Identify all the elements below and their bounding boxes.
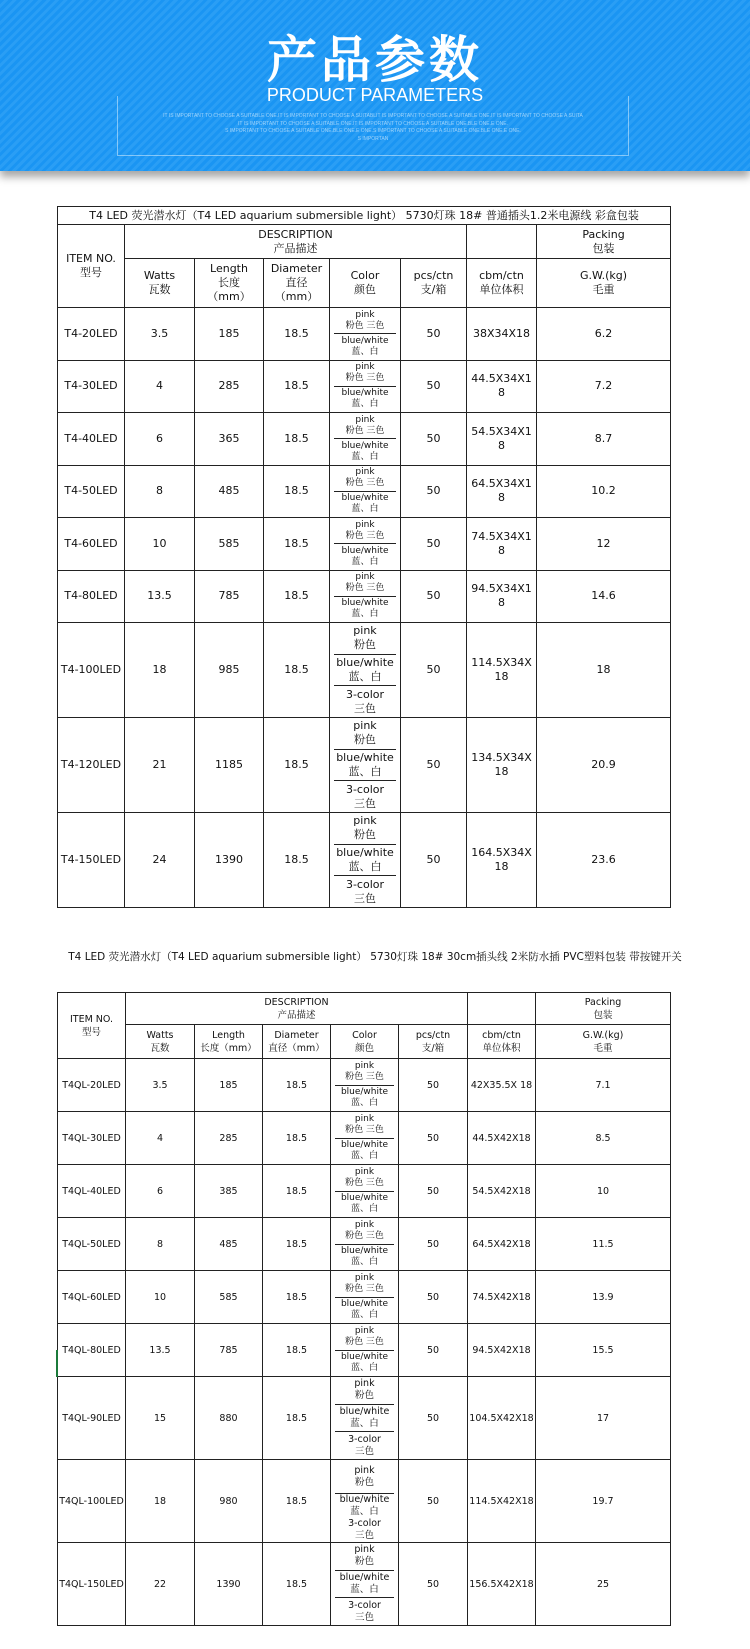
cell-gw: 7.2	[537, 360, 671, 413]
color-option: pink 粉色 三色	[335, 1112, 394, 1139]
page-title: 产品参数	[267, 31, 483, 89]
header-item-no: ITEM NO. 型号	[58, 993, 126, 1059]
color-option: blue/white 蓝、白	[341, 388, 389, 410]
color-option: pink 粉色 三色	[334, 571, 396, 597]
color-option: pink 粉色 三色	[335, 1271, 394, 1298]
color-option: pink 粉色 三色	[335, 1059, 394, 1086]
header-diameter: Diameter 直径 （mm）	[264, 259, 330, 308]
cell-diameter: 18.5	[263, 1543, 331, 1626]
header-color: Color 颜色	[330, 259, 401, 308]
color-option: blue/white 蓝、白	[341, 440, 389, 462]
cell-pcs: 50	[399, 1165, 468, 1218]
cell-cbm: 44.5X42X18	[468, 1112, 536, 1165]
cell-gw: 19.7	[536, 1460, 671, 1543]
cell-cbm: 64.5X42X18	[468, 1218, 536, 1271]
color-option: blue/white 蓝、白	[341, 598, 389, 620]
table-row	[58, 1165, 671, 1218]
cell-pcs: 50	[399, 1059, 468, 1112]
cell-cbm: 114.5X42X18	[468, 1460, 536, 1543]
fine-line: IT IS IMPORTANT TO CHOOSE A SUITABLE ONE.IT IS IMPORTANT TO CHOOSE A SUITABLE ONE.BLE ONE.E ONE.	[238, 120, 508, 127]
cell-length: 585	[195, 518, 264, 571]
cell-length: 880	[195, 1377, 263, 1460]
header-watts: Watts 瓦数	[125, 259, 195, 308]
header-row	[58, 259, 671, 308]
cell-watts: 24	[125, 813, 195, 908]
cell-gw: 20.9	[537, 718, 671, 813]
cell-pcs: 50	[399, 1112, 468, 1165]
color-option: blue/white 蓝、白 3-color 三色	[339, 1494, 390, 1541]
color-option: 3-color 三色	[348, 1599, 381, 1623]
cell-watts: 6	[126, 1165, 195, 1218]
cell-gw: 13.9	[536, 1271, 671, 1324]
color-options	[335, 1112, 394, 1164]
cell-diameter: 18.5	[264, 813, 330, 908]
cell-item: T4QL-100LED	[58, 1460, 126, 1543]
cell-item: T4QL-20LED	[58, 1059, 126, 1112]
color-option: 3-color 三色	[345, 782, 385, 810]
color-option: pink 粉色 三色	[335, 1218, 394, 1245]
cell-watts: 8	[125, 465, 195, 518]
cell-cbm: 94.5X42X18	[468, 1324, 536, 1377]
color-option: blue/white 蓝、白	[335, 1571, 394, 1599]
header-cbm: cbm/ctn 单位体积	[467, 259, 537, 308]
color-option: 3-color 三色	[345, 687, 385, 715]
header-pcs: pcs/ctn 支/箱	[399, 1025, 468, 1059]
cell-length: 285	[195, 1112, 263, 1165]
color-option: blue/white 蓝、白	[334, 750, 396, 782]
header-blank	[467, 225, 537, 259]
table-row	[58, 1059, 671, 1112]
color-option: pink 粉色	[335, 1543, 394, 1571]
cell-pcs: 50	[401, 518, 467, 571]
cell-watts: 21	[125, 718, 195, 813]
cell-watts: 8	[126, 1218, 195, 1271]
header-diameter: Diameter 直径（mm）	[263, 1025, 331, 1059]
color-option: pink 粉色 三色	[334, 413, 396, 439]
header-row	[58, 1025, 671, 1059]
cell-item: T4-150LED	[58, 813, 125, 908]
cell-diameter: 18.5	[264, 623, 330, 718]
spec-table-t4	[57, 206, 671, 908]
cell-gw: 11.5	[536, 1218, 671, 1271]
header-packing: Packing 包装	[536, 993, 671, 1025]
color-options	[334, 718, 396, 812]
cell-pcs: 50	[399, 1324, 468, 1377]
color-options	[334, 571, 396, 623]
header-length: Length 长度（mm）	[195, 1025, 263, 1059]
cell-gw: 12	[537, 518, 671, 571]
table2-title: T4 LED 荧光潜水灯（T4 LED aquarium submersible light） 5730灯珠 18# 30cm插头线 2米防水插 PVC塑料包装 带按键开关	[68, 951, 682, 963]
color-options	[335, 1377, 394, 1459]
cell-diameter: 18.5	[263, 1165, 331, 1218]
cell-cbm: 134.5X34X 18	[467, 718, 537, 813]
cell-gw: 17	[536, 1377, 671, 1460]
cell-color	[330, 718, 401, 813]
cell-length: 285	[195, 360, 264, 413]
table-row	[58, 1377, 671, 1460]
table-row	[58, 360, 671, 413]
table-row	[58, 813, 671, 908]
cell-pcs: 50	[401, 308, 467, 361]
cell-diameter: 18.5	[263, 1324, 331, 1377]
cell-length: 785	[195, 570, 264, 623]
header-description: DESCRIPTION 产品描述	[126, 993, 468, 1025]
cell-cbm: 164.5X34X 18	[467, 813, 537, 908]
cell-diameter: 18.5	[263, 1218, 331, 1271]
color-option: blue/white 蓝、白	[340, 1193, 389, 1215]
table-row	[58, 465, 671, 518]
cell-item: T4QL-40LED	[58, 1165, 126, 1218]
cell-diameter: 18.5	[263, 1059, 331, 1112]
color-options	[334, 308, 396, 360]
table-row	[58, 1324, 671, 1377]
color-options	[335, 1271, 394, 1323]
header-color: Color 颜色	[331, 1025, 399, 1059]
cell-watts: 18	[125, 623, 195, 718]
header-banner	[0, 0, 750, 171]
cell-color	[330, 813, 401, 908]
color-option: blue/white 蓝、白	[334, 845, 396, 877]
cell-pcs: 50	[401, 413, 467, 466]
color-option: pink 粉色 三色	[335, 1165, 394, 1192]
cell-color	[331, 1543, 399, 1626]
table-row	[58, 1460, 671, 1543]
cell-color	[331, 1460, 399, 1543]
cell-item: T4-20LED	[58, 308, 125, 361]
header-gw: G.W.(kg) 毛重	[537, 259, 671, 308]
cell-pcs: 50	[399, 1460, 468, 1543]
cell-length: 485	[195, 465, 264, 518]
color-options	[334, 623, 396, 717]
color-option: pink 粉色	[334, 623, 396, 655]
cell-gw: 10	[536, 1165, 671, 1218]
cell-color	[331, 1377, 399, 1460]
color-options	[334, 413, 396, 465]
cell-item: T4-50LED	[58, 465, 125, 518]
color-option: blue/white 蓝、白	[340, 1299, 389, 1321]
header-watts: Watts 瓦数	[126, 1025, 195, 1059]
color-option: blue/white 蓝、白	[341, 493, 389, 515]
cell-color	[330, 413, 401, 466]
cell-item: T4-60LED	[58, 518, 125, 571]
cell-color	[330, 570, 401, 623]
cell-gw: 6.2	[537, 308, 671, 361]
cell-length: 785	[195, 1324, 263, 1377]
cell-diameter: 18.5	[264, 718, 330, 813]
header-gw: G.W.(kg) 毛重	[536, 1025, 671, 1059]
color-option: blue/white 蓝、白	[335, 1405, 394, 1433]
color-option: pink 粉色	[335, 1460, 394, 1494]
cell-color	[330, 518, 401, 571]
cell-cbm: 42X35.5X 18	[468, 1059, 536, 1112]
cell-pcs: 50	[399, 1271, 468, 1324]
header-pcs: pcs/ctn 支/箱	[401, 259, 467, 308]
cell-length: 1185	[195, 718, 264, 813]
table-row	[58, 308, 671, 361]
banner-fine-print	[117, 113, 629, 143]
cell-diameter: 18.5	[264, 308, 330, 361]
header-blank	[468, 993, 536, 1025]
cell-gw: 8.5	[536, 1112, 671, 1165]
cell-diameter: 18.5	[264, 570, 330, 623]
color-option: pink 粉色 三色	[334, 308, 396, 334]
cell-watts: 13.5	[126, 1324, 195, 1377]
cell-cbm: 156.5X42X18	[468, 1543, 536, 1626]
cell-cbm: 54.5X34X1 8	[467, 413, 537, 466]
cell-gw: 10.2	[537, 465, 671, 518]
cell-color	[330, 360, 401, 413]
cell-gw: 25	[536, 1543, 671, 1626]
fine-line: IT IS IMPORTANT TO CHOOSE A SUITABLE ONE.IT IS IMPORTANT TO CHOOSE A SUITABLIT IS IMPORTANT TO CHOOSE A SUITABLE ONE.IT IS IMPORTANT TO CHOOSE A SUITA	[163, 113, 583, 119]
cell-diameter: 18.5	[263, 1112, 331, 1165]
header-item-no: ITEM NO. 型号	[58, 225, 125, 308]
color-option: 3-color 三色	[348, 1433, 381, 1457]
cell-color	[331, 1271, 399, 1324]
cell-item: T4-120LED	[58, 718, 125, 813]
cell-item: T4QL-150LED	[58, 1543, 126, 1626]
cell-color	[331, 1218, 399, 1271]
cell-cbm: 74.5X34X1 8	[467, 518, 537, 571]
cell-item: T4QL-60LED	[58, 1271, 126, 1324]
color-options	[334, 518, 396, 570]
cell-diameter: 18.5	[263, 1377, 331, 1460]
color-options	[335, 1059, 394, 1111]
cell-length: 985	[195, 623, 264, 718]
color-option: pink 粉色 三色	[335, 1324, 394, 1351]
color-options	[334, 361, 396, 413]
color-options	[335, 1324, 394, 1376]
cell-pcs: 50	[401, 623, 467, 718]
cell-item: T4QL-50LED	[58, 1218, 126, 1271]
header-description: DESCRIPTION 产品描述	[125, 225, 467, 259]
color-option: blue/white 蓝、白	[341, 545, 389, 567]
table-row	[58, 1543, 671, 1626]
color-options	[335, 1165, 394, 1217]
cell-pcs: 50	[401, 718, 467, 813]
fine-line: S IMPORTANT TO CHOOSE A SUITABLE ONE.BLE ONE.E ONE.S IMPORTANT TO CHOOSE A SUITABLE ONE.BLE ONE.E ONE.	[225, 128, 521, 134]
table-row	[58, 1218, 671, 1271]
header-row	[58, 225, 671, 259]
cell-color	[330, 623, 401, 718]
cell-cbm: 54.5X42X18	[468, 1165, 536, 1218]
cell-color	[330, 465, 401, 518]
header-row	[58, 993, 671, 1025]
cell-gw: 18	[537, 623, 671, 718]
cell-watts: 6	[125, 413, 195, 466]
cell-item: T4QL-80LED	[58, 1324, 126, 1377]
cell-item: T4-30LED	[58, 360, 125, 413]
cell-gw: 8.7	[537, 413, 671, 466]
cell-pcs: 50	[401, 360, 467, 413]
cell-diameter: 18.5	[264, 360, 330, 413]
cell-length: 585	[195, 1271, 263, 1324]
cell-watts: 13.5	[125, 570, 195, 623]
cell-cbm: 64.5X34X1 8	[467, 465, 537, 518]
cell-length: 185	[195, 308, 264, 361]
cell-gw: 14.6	[537, 570, 671, 623]
cell-gw: 15.5	[536, 1324, 671, 1377]
color-option: blue/white 蓝、白	[340, 1246, 389, 1268]
cell-diameter: 18.5	[264, 518, 330, 571]
cell-diameter: 18.5	[263, 1460, 331, 1543]
color-option: blue/white 蓝、白	[340, 1140, 389, 1162]
cell-watts: 4	[125, 360, 195, 413]
table-row	[58, 570, 671, 623]
cell-watts: 10	[126, 1271, 195, 1324]
cell-length: 980	[195, 1460, 263, 1543]
cell-color	[331, 1165, 399, 1218]
spec-table-t4ql	[57, 992, 671, 1626]
color-option: 3-color 三色	[345, 877, 385, 905]
color-option: blue/white 蓝、白	[340, 1352, 389, 1374]
color-option: pink 粉色	[334, 813, 396, 845]
cell-color	[331, 1324, 399, 1377]
cell-color	[331, 1059, 399, 1112]
cell-cbm: 44.5X34X1 8	[467, 360, 537, 413]
color-option: pink 粉色 三色	[334, 466, 396, 492]
cell-cbm: 74.5X42X18	[468, 1271, 536, 1324]
color-option: pink 粉色	[335, 1377, 394, 1405]
color-options	[335, 1460, 394, 1542]
cell-item: T4QL-90LED	[58, 1377, 126, 1460]
cell-watts: 3.5	[126, 1059, 195, 1112]
cell-gw: 23.6	[537, 813, 671, 908]
cell-watts: 3.5	[125, 308, 195, 361]
color-option: pink 粉色	[334, 718, 396, 750]
header-packing: Packing 包装	[537, 225, 671, 259]
cell-pcs: 50	[401, 570, 467, 623]
table-title: T4 LED 荧光潜水灯（T4 LED aquarium submersible light） 5730灯珠 18# 普通插头1.2米电源线 彩盒包装	[58, 207, 671, 225]
cell-item: T4QL-30LED	[58, 1112, 126, 1165]
cell-pcs: 50	[401, 465, 467, 518]
color-options	[334, 813, 396, 907]
cell-item: T4-40LED	[58, 413, 125, 466]
table-row	[58, 1112, 671, 1165]
cell-cbm: 94.5X34X1 8	[467, 570, 537, 623]
cell-watts: 18	[126, 1460, 195, 1543]
color-option: blue/white 蓝、白	[341, 335, 389, 357]
cell-diameter: 18.5	[264, 465, 330, 518]
cell-length: 385	[195, 1165, 263, 1218]
color-option: pink 粉色 三色	[334, 518, 396, 544]
cell-pcs: 50	[399, 1218, 468, 1271]
header-length: Length 长度 （mm）	[195, 259, 264, 308]
cell-color	[331, 1112, 399, 1165]
table-row	[58, 413, 671, 466]
cell-watts: 10	[125, 518, 195, 571]
color-option: blue/white 蓝、白	[340, 1087, 389, 1109]
cell-gw: 7.1	[536, 1059, 671, 1112]
fine-line: S IMPORTAN	[357, 135, 389, 142]
cell-watts: 22	[126, 1543, 195, 1626]
color-options	[335, 1218, 394, 1270]
table-row	[58, 718, 671, 813]
color-options	[335, 1543, 394, 1625]
cell-watts: 4	[126, 1112, 195, 1165]
color-options	[334, 466, 396, 518]
cell-cursor-marker	[56, 1350, 58, 1377]
cell-length: 485	[195, 1218, 263, 1271]
cell-item: T4-100LED	[58, 623, 125, 718]
color-option: pink 粉色 三色	[334, 361, 396, 387]
cell-length: 1390	[195, 813, 264, 908]
page-subtitle: PRODUCT PARAMETERS	[266, 85, 484, 105]
cell-cbm: 104.5X42X18	[468, 1377, 536, 1460]
color-option: blue/white 蓝、白	[334, 655, 396, 687]
cell-diameter: 18.5	[264, 413, 330, 466]
cell-color	[330, 308, 401, 361]
cell-item: T4-80LED	[58, 570, 125, 623]
cell-length: 185	[195, 1059, 263, 1112]
cell-diameter: 18.5	[263, 1271, 331, 1324]
table-row	[58, 1271, 671, 1324]
cell-watts: 15	[126, 1377, 195, 1460]
cell-pcs: 50	[399, 1377, 468, 1460]
cell-cbm: 38X34X18	[467, 308, 537, 361]
table-title-row	[58, 207, 671, 225]
table-row	[58, 518, 671, 571]
cell-length: 1390	[195, 1543, 263, 1626]
cell-pcs: 50	[399, 1543, 468, 1626]
cell-pcs: 50	[401, 813, 467, 908]
cell-cbm: 114.5X34X 18	[467, 623, 537, 718]
cell-length: 365	[195, 413, 264, 466]
header-cbm: cbm/ctn 单位体积	[468, 1025, 536, 1059]
table-row	[58, 623, 671, 718]
